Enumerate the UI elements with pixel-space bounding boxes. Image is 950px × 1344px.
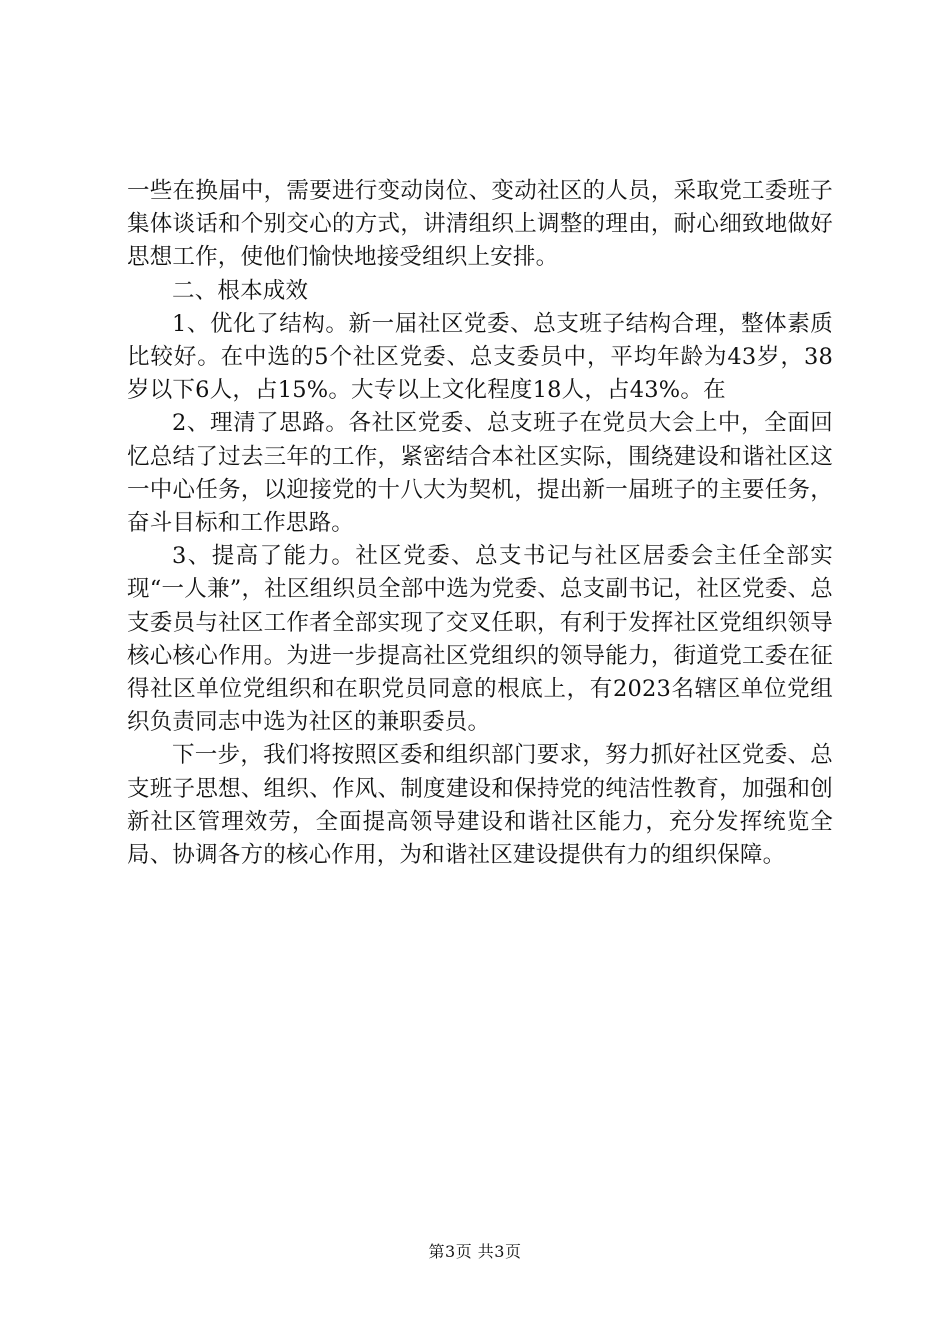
document-body: [127, 175, 833, 872]
paragraph-ability: 3、提高了能力。社区党委、总支书记与社区居委会主任全部实现“一人兼”，社区组织员全部中选为党委、总支副书记，社区党委、总支委员与社区工作者全部实现了交叉任职，有利于发挥社区党组织领导核心核心作用。为进一步提高社区党组织的领导能力，街道党工委在征得社区单位党组织和在职党员同意的根底上，有2023名辖区单位党组织负责同志中选为社区的兼职委员。: [127, 543, 833, 736]
paragraph-thinking: 2、理清了思路。各社区党委、总支班子在党员大会上中，全面回忆总结了过去三年的工作，紧密结合本社区实际，围绕建设和谐社区这一中心任务，以迎接党的十八大为契机，提出新一届班子的主要任务，奋斗目标和工作思路。: [127, 410, 833, 537]
paragraph-continuation: 一些在换届中，需要进行变动岗位、变动社区的人员，采取党工委班子集体谈话和个别交心的方式，讲清组织上调整的理由，耐心细致地做好思想工作，使他们愉快地接受组织上安排。: [127, 178, 833, 271]
page-number-footer: 第3页 共3页: [428, 1242, 522, 1261]
section-heading: 二、根本成效: [172, 277, 309, 304]
paragraph-structure: 1、优化了结构。新一届社区党委、总支班子结构合理，整体素质比较好。在中选的5个社区党委、总支委员中，平均年龄为43岁，38岁以下6人，占15%。大专以上文化程度18人，占43%。在: [127, 310, 833, 404]
paragraph-next-step: 下一步，我们将按照区委和组织部门要求，努力抓好社区党委、总支班子思想、组织、作风、制度建设和保持党的纯洁性教育，加强和创新社区管理效劳，全面提高领导建设和谐社区能力，充分发挥统览全局、协调各方的核心作用，为和谐社区建设提供有力的组织保障。: [127, 742, 833, 869]
